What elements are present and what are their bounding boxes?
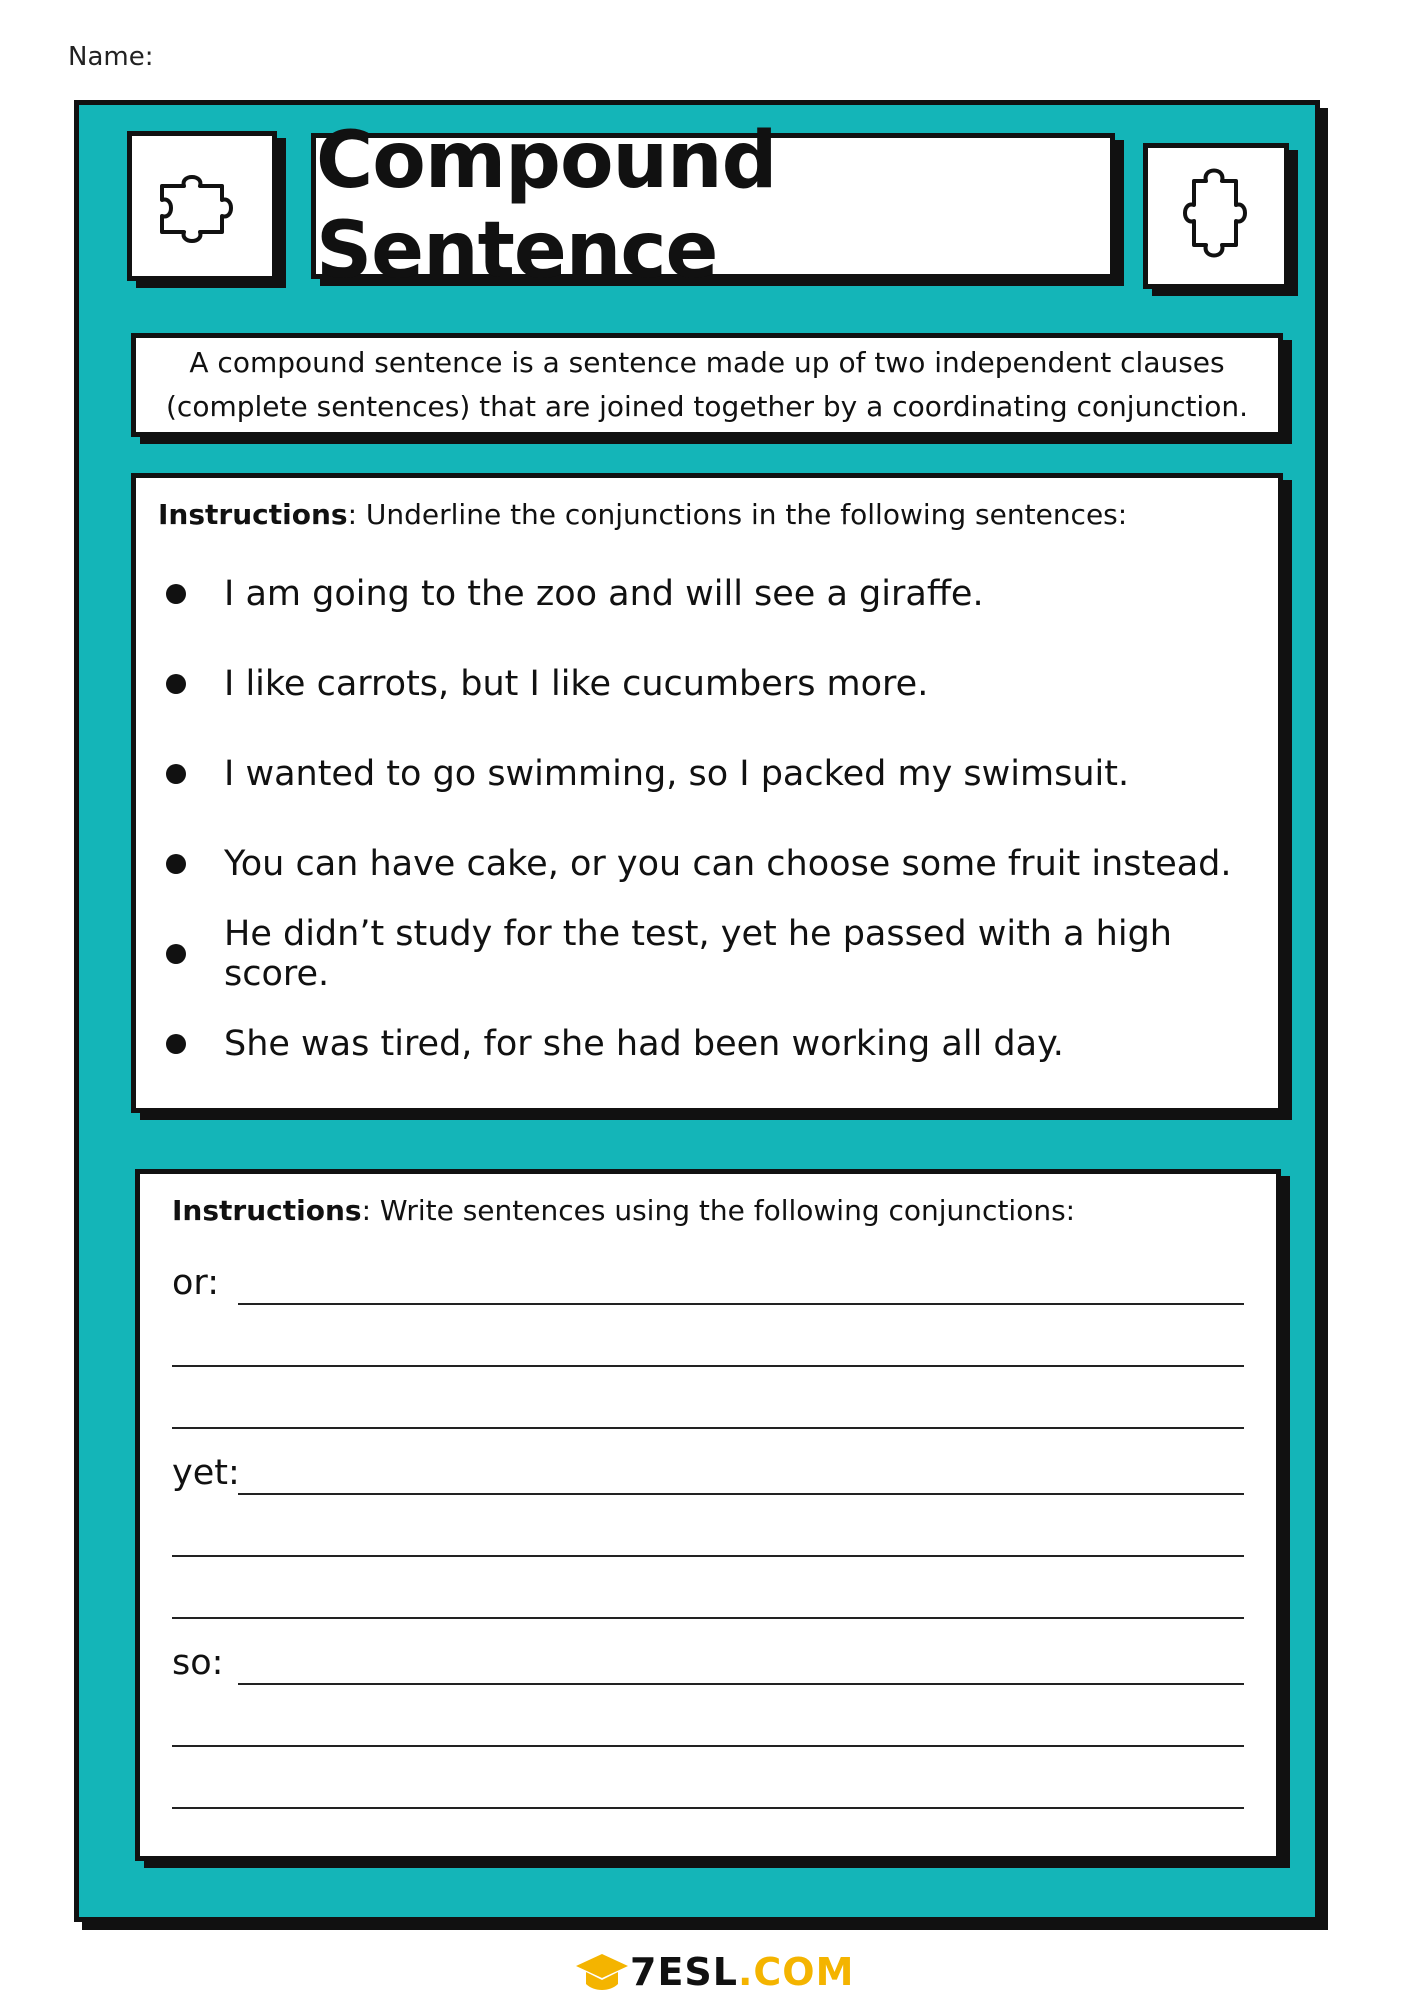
conjunction-label: or: (172, 1263, 219, 1303)
puzzle-box-right (1143, 143, 1289, 289)
exercise-write (135, 1169, 1281, 1861)
definition-box (131, 333, 1283, 437)
conjunction-row-or (172, 1245, 1244, 1305)
puzzle-piece-icon (152, 166, 252, 246)
bullet-icon (166, 854, 186, 874)
graduation-cap-icon (574, 1950, 630, 1994)
bullet-icon (166, 584, 186, 604)
answer-line[interactable] (238, 1433, 1244, 1495)
sentence-text[interactable]: I like carrots, but I like cucumbers more. (224, 664, 929, 704)
answer-line[interactable] (172, 1747, 1244, 1809)
instructions-underline: Instructions: Underline the conjunctions in the following sentences: (158, 498, 1128, 531)
list-item (158, 909, 1256, 999)
answer-line[interactable] (172, 1367, 1244, 1429)
name-label: Name: (68, 42, 154, 72)
conjunction-label: yet: (172, 1453, 240, 1493)
answer-line[interactable] (172, 1557, 1244, 1619)
answer-line[interactable] (238, 1623, 1244, 1685)
puzzle-box-left (127, 131, 277, 281)
conjunction-row-so (172, 1625, 1244, 1685)
definition-text: A compound sentence is a sentence made up of two independent clauses (complete sentences) that are joined together by a coordinating conjunction. (166, 346, 1248, 423)
puzzle-piece-icon (1176, 161, 1256, 271)
list-item (158, 639, 1256, 729)
list-item (158, 819, 1256, 909)
sentence-text[interactable]: I wanted to go swimming, so I packed my swimsuit. (224, 754, 1130, 794)
bullet-icon (166, 764, 186, 784)
answer-line[interactable] (172, 1305, 1244, 1367)
writing-area (172, 1245, 1244, 1809)
bullet-icon (166, 944, 186, 964)
title-box (311, 116, 1115, 296)
sentence-text[interactable]: You can have cake, or you can choose some fruit instead. (224, 844, 1232, 884)
bullet-icon (166, 674, 186, 694)
worksheet-frame (74, 100, 1320, 1922)
exercise-underline (131, 473, 1283, 1113)
list-item (158, 729, 1256, 819)
list-item (158, 549, 1256, 639)
bullet-icon (166, 1034, 186, 1054)
conjunction-row-yet (172, 1435, 1244, 1495)
answer-line[interactable] (172, 1685, 1244, 1747)
conjunction-label: so: (172, 1643, 224, 1683)
sentence-text[interactable]: He didn’t study for the test, yet he passed with a high score. (224, 914, 1172, 994)
answer-line[interactable] (238, 1243, 1244, 1305)
logo-text: 7ESL.COM (630, 1950, 855, 1994)
instructions-write: Instructions: Write sentences using the following conjunctions: (172, 1194, 1076, 1227)
site-logo (574, 1950, 854, 1994)
sentence-list (158, 549, 1256, 1089)
list-item (158, 999, 1256, 1089)
sentence-text[interactable]: She was tired, for she had been working all day. (224, 1024, 1064, 1064)
answer-line[interactable] (172, 1495, 1244, 1557)
sentence-text[interactable]: I am going to the zoo and will see a giraffe. (224, 574, 984, 614)
page-title: Compound Sentence (316, 116, 777, 296)
